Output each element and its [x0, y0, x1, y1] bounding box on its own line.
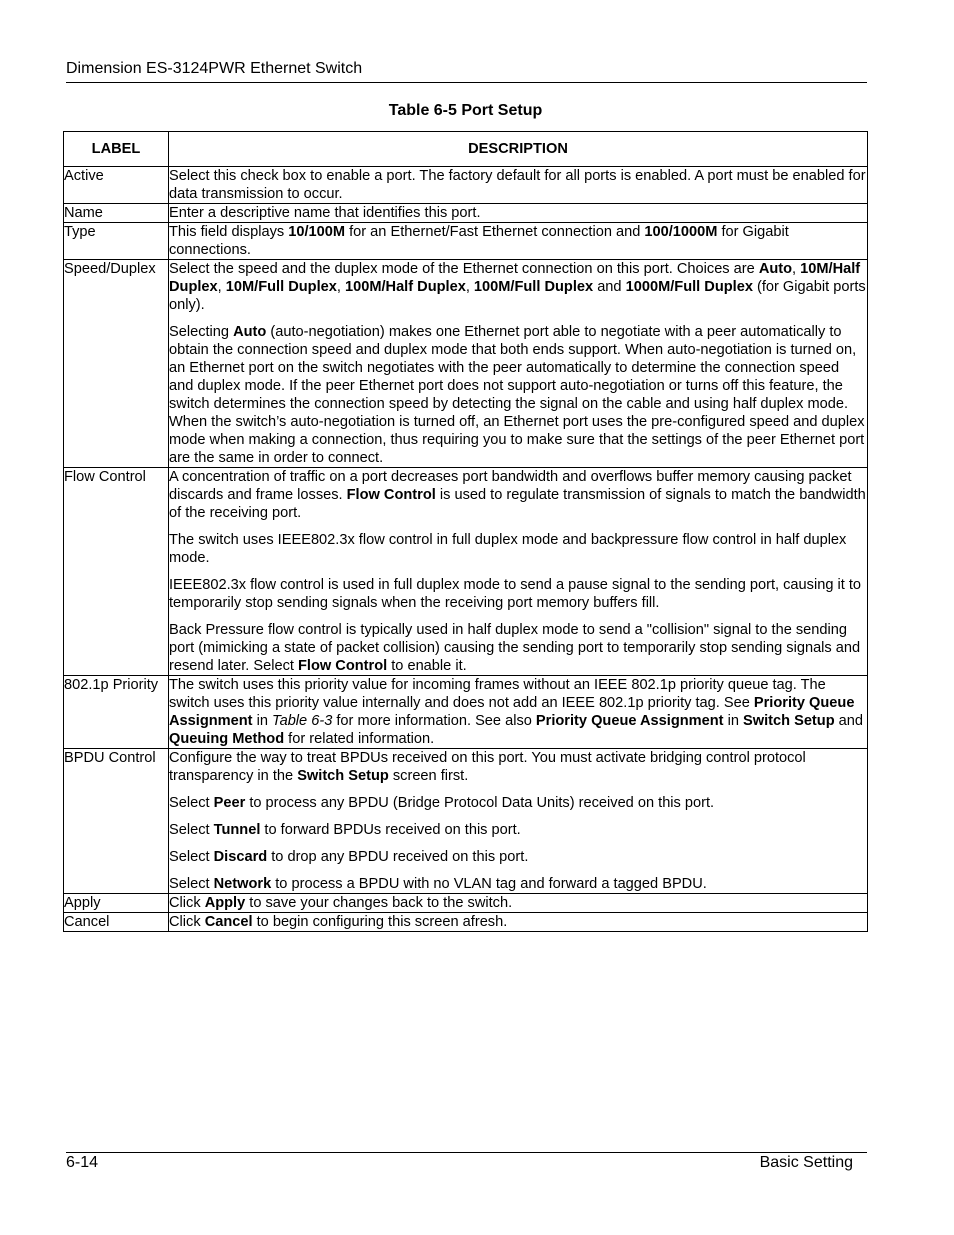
- table-body: [64, 167, 868, 932]
- description-paragraph: [169, 794, 867, 812]
- text-segment: ,: [465, 279, 474, 295]
- text-segment: Select: [169, 795, 214, 811]
- text-segment: Select: [169, 876, 214, 892]
- header-divider: [66, 82, 867, 83]
- bold-term: Priority Queue Assignment: [169, 695, 855, 729]
- text-segment: Configure the way to treat BPDUs received on this port. You must activate bridging control protocol transparency in the: [169, 750, 806, 784]
- bold-term: 1000M/Full Duplex: [625, 279, 753, 295]
- text-segment: Select: [169, 849, 214, 865]
- text-segment: (for Gigabit ports only).: [169, 279, 866, 313]
- description-paragraph: [169, 848, 867, 866]
- table-row: [64, 223, 868, 260]
- description-paragraph: [169, 204, 867, 222]
- description-paragraph: [169, 576, 867, 612]
- description-paragraph: [169, 875, 867, 893]
- table-row: [64, 468, 868, 676]
- page-header-title: Dimension ES-3124PWR Ethernet Switch: [66, 60, 363, 77]
- table-row: [64, 749, 868, 894]
- text-segment: in: [723, 713, 743, 729]
- description-paragraph: [169, 223, 867, 259]
- bold-term: Auto: [758, 261, 793, 277]
- description-paragraph: [169, 894, 867, 912]
- text-segment: Select this check box to enable a port. The factory default for all ports is enabled. A port must be enabled for data transmission to occur.: [169, 168, 866, 202]
- row-description: [169, 894, 868, 913]
- bold-term: Switch Setup: [297, 768, 389, 784]
- row-label: Cancel: [64, 913, 169, 932]
- text-segment: to process any BPDU (Bridge Protocol Data Units) received on this port.: [245, 795, 715, 811]
- bold-term: Peer: [213, 795, 246, 811]
- text-segment: (auto-negotiation) makes one Ethernet port able to negotiate with a peer automatically to obtain the connection speed and duplex mode that both ends support. When auto-negotiation is turned on, an Ethernet port on the switch negotiates with the peer automatically to determine the connection speed and duplex mode. If the peer Ethernet port does not support auto-negotiation or turns off this feature, the switch determines the connection speed by detecting the signal on the cable and using half duplex mode. When the switch’s auto-negotiation is turned off, an Ethernet port uses the pre-configured speed and duplex mode when making a connection, thus requiring you to make sure that the settings of the peer Ethernet port are the same in order to connect.: [169, 324, 865, 466]
- row-description: [169, 913, 868, 932]
- description-paragraph: [169, 676, 867, 748]
- row-label: Name: [64, 204, 169, 223]
- text-segment: IEEE802.3x flow control is used in full duplex mode to send a pause signal to the sending port, causing it to temporarily stop sending signals when the receiving port memory buffers fill.: [169, 577, 862, 611]
- bold-term: 10M/Full Duplex: [225, 279, 337, 295]
- text-segment: to enable it.: [387, 658, 467, 674]
- section-name: Basic Setting: [759, 1154, 853, 1171]
- text-segment: and: [834, 713, 864, 729]
- text-segment: in: [252, 713, 272, 729]
- row-description: [169, 204, 868, 223]
- row-description: [169, 260, 868, 468]
- bold-term: Auto: [233, 324, 267, 340]
- row-description: [169, 749, 868, 894]
- description-paragraph: [169, 821, 867, 839]
- bold-term: Flow Control: [298, 658, 388, 674]
- text-segment: to drop any BPDU received on this port.: [267, 849, 529, 865]
- bold-term: 100M/Half Duplex: [344, 279, 466, 295]
- column-header-description: DESCRIPTION: [169, 132, 868, 167]
- text-segment: The switch uses IEEE802.3x flow control in full duplex mode and backpressure flow control in half duplex mode.: [169, 532, 847, 566]
- bold-term: Flow Control: [346, 487, 436, 503]
- row-label: Type: [64, 223, 169, 260]
- table-row: [64, 913, 868, 932]
- description-paragraph: [169, 531, 867, 567]
- text-segment: The switch uses this priority value for incoming frames without an IEEE 802.1p priority queue tag. The switch uses this priority value internally and does not add an IEEE 802.1p priority tag. See: [169, 677, 826, 711]
- text-segment: ,: [217, 279, 226, 295]
- text-segment: ,: [336, 279, 345, 295]
- text-segment: Click: [169, 914, 205, 930]
- text-segment: Click: [169, 895, 205, 911]
- text-segment: Selecting: [169, 324, 234, 340]
- description-paragraph: [169, 167, 867, 203]
- bold-term: 10M/Half Duplex: [169, 261, 861, 295]
- text-segment: A concentration of traffic on a port decreases port bandwidth and overflows buffer memory causing packet discards and frame losses.: [169, 469, 852, 503]
- table-row: [64, 894, 868, 913]
- table-row: [64, 167, 868, 204]
- text-segment: Select the speed and the duplex mode of the Ethernet connection on this port. Choices are: [169, 261, 759, 277]
- table-row: [64, 676, 868, 749]
- bold-term: Apply: [204, 895, 246, 911]
- table-title: Table 6-5 Port Setup: [388, 102, 543, 119]
- page-number: 6-14: [66, 1154, 99, 1171]
- row-label: Flow Control: [64, 468, 169, 676]
- bold-term: Cancel: [204, 914, 253, 930]
- row-description: [169, 676, 868, 749]
- bold-term: 100M/Full Duplex: [473, 279, 594, 295]
- text-segment: to forward BPDUs received on this port.: [260, 822, 521, 838]
- row-description: [169, 167, 868, 204]
- bold-term: Priority Queue Assignment: [535, 713, 724, 729]
- row-label: Apply: [64, 894, 169, 913]
- text-segment: to begin configuring this screen afresh.: [252, 914, 508, 930]
- text-segment: is used to regulate transmission of signals to match the bandwidth of the receiving port.: [169, 487, 866, 521]
- text-segment: and: [593, 279, 626, 295]
- column-header-label: LABEL: [64, 132, 169, 167]
- italic-reference: Table 6-3: [272, 713, 333, 729]
- bold-term: Tunnel: [213, 822, 261, 838]
- port-setup-table: [63, 131, 868, 932]
- bold-term: Network: [213, 876, 272, 892]
- row-description: [169, 468, 868, 676]
- bold-term: 100/1000M: [644, 224, 718, 240]
- description-paragraph: [169, 323, 867, 467]
- text-segment: for related information.: [284, 731, 435, 747]
- text-segment: for more information. See also: [332, 713, 536, 729]
- bold-term: Switch Setup: [743, 713, 835, 729]
- bold-term: Discard: [213, 849, 268, 865]
- text-segment: Back Pressure flow control is typically used in half duplex mode to send a "collision" signal to the sending port (mimicking a state of packet collision) causing the sending port to temporarily stop sending signals and resend later. Select: [169, 622, 861, 674]
- description-paragraph: [169, 260, 867, 314]
- text-segment: to process a BPDU with no VLAN tag and forward a tagged BPDU.: [271, 876, 707, 892]
- text-segment: Enter a descriptive name that identifies this port.: [169, 205, 481, 221]
- text-segment: for Gigabit connections.: [169, 224, 789, 258]
- text-segment: for an Ethernet/Fast Ethernet connection and: [345, 224, 645, 240]
- table-header-row: [64, 132, 868, 167]
- table-row: [64, 260, 868, 468]
- text-segment: This field displays: [169, 224, 289, 240]
- bold-term: 10/100M: [288, 224, 346, 240]
- description-paragraph: [169, 749, 867, 785]
- row-description: [169, 223, 868, 260]
- text-segment: to save your changes back to the switch.: [245, 895, 513, 911]
- text-segment: ,: [792, 261, 801, 277]
- row-label: Active: [64, 167, 169, 204]
- description-paragraph: [169, 468, 867, 522]
- description-paragraph: [169, 913, 867, 931]
- text-segment: Select: [169, 822, 214, 838]
- text-segment: screen first.: [388, 768, 469, 784]
- footer-divider: [66, 1152, 867, 1153]
- row-label: 802.1p Priority: [64, 676, 169, 749]
- description-paragraph: [169, 621, 867, 675]
- table-row: [64, 204, 868, 223]
- bold-term: Queuing Method: [169, 731, 285, 747]
- row-label: BPDU Control: [64, 749, 169, 894]
- row-label: Speed/Duplex: [64, 260, 169, 468]
